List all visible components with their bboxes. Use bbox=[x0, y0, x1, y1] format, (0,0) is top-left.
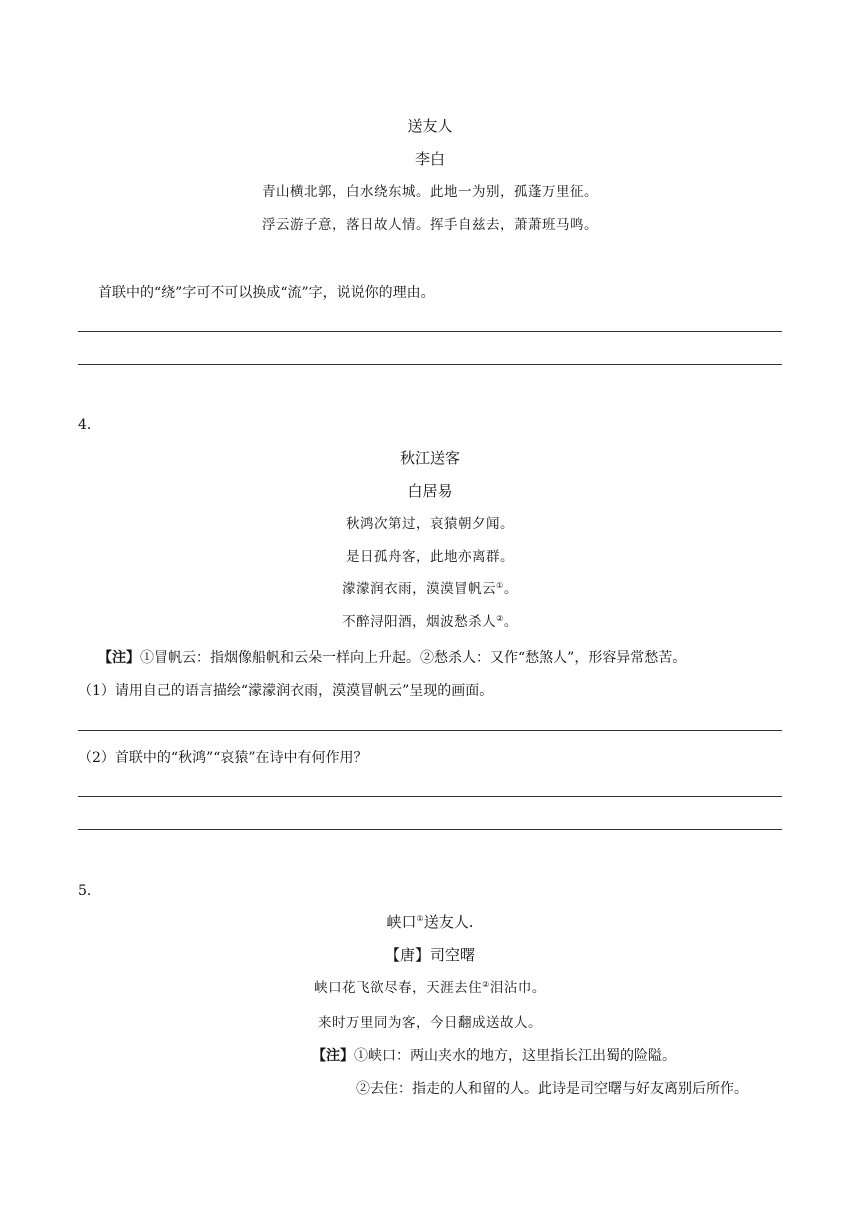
answer-line bbox=[78, 796, 782, 797]
note bbox=[98, 649, 686, 667]
question-text: （2）首联中的“秋鸿”“哀猿”在诗中有何作用？ bbox=[78, 750, 368, 766]
answer-line bbox=[78, 730, 782, 731]
question-number: 4． bbox=[78, 417, 101, 433]
punctuation: 。 bbox=[503, 581, 518, 597]
note-text: ①峡口：两山夹水的地方，这里指长江出蜀的险隘。 bbox=[354, 1048, 676, 1064]
answer-line bbox=[78, 364, 782, 365]
poem-line bbox=[0, 580, 860, 598]
note-text: ②去住：指走的人和留的人。此诗是司空曙与好友离别后所作。 bbox=[356, 1081, 748, 1097]
poem-line: 来时万里同为客，今日翻成送故人。 bbox=[318, 1015, 542, 1031]
poem-line-text: 濛濛润衣雨，漠漠冒帆云 bbox=[342, 581, 497, 597]
note bbox=[312, 1047, 676, 1065]
poem-line: 秋鸿次第过，哀猿朝夕闻。 bbox=[346, 516, 514, 532]
poem-line bbox=[0, 979, 860, 997]
question-number: 5． bbox=[78, 883, 101, 899]
poem-line: 青山横北郭，白水绕东城。此地一为别，孤蓬万里征。 bbox=[262, 184, 598, 200]
poem-author: 白居易 bbox=[407, 482, 453, 500]
question-text: （1）请用自己的语言描绘“濛濛润衣雨，漠漠冒帆云”呈现的画面。 bbox=[78, 683, 494, 699]
poem-line bbox=[0, 613, 860, 631]
footnote-mark: ① bbox=[416, 914, 424, 923]
poem-title bbox=[0, 913, 860, 931]
note-label: 【注】 bbox=[98, 650, 140, 666]
footnote-mark: ② bbox=[482, 980, 490, 989]
poem-author: 李白 bbox=[414, 150, 445, 168]
question-text: 首联中的“绕”字可不可以换成“流”字，说说你的理由。 bbox=[98, 285, 435, 301]
note-label: 【注】 bbox=[312, 1048, 354, 1064]
poem-line-text: 泪沾巾。 bbox=[489, 980, 546, 996]
poem-line: 浮云游子意，落日故人情。挥手自兹去，萧萧班马鸣。 bbox=[262, 217, 598, 233]
poem-line: 是日孤舟客，此地亦离群。 bbox=[346, 549, 514, 565]
poem-title-part: 峡口 bbox=[386, 913, 417, 931]
footnote-mark: ② bbox=[496, 614, 504, 623]
answer-line bbox=[78, 829, 782, 830]
answer-line bbox=[78, 331, 782, 332]
poem-author: 【唐】司空曙 bbox=[384, 946, 475, 964]
note-text: ①冒帆云：指烟像船帆和云朵一样向上升起。②愁杀人：又作“愁煞人”，形容异常愁苦。 bbox=[140, 650, 687, 666]
poem-title: 秋江送客 bbox=[399, 449, 460, 467]
poem-line-text: 峡口花飞欲尽春，天涯去住 bbox=[314, 980, 483, 996]
punctuation: 。 bbox=[503, 614, 518, 630]
poem-line-text: 不醉浔阳酒，烟波愁杀人 bbox=[342, 614, 497, 630]
poem-title: 送友人 bbox=[407, 117, 453, 135]
footnote-mark: ① bbox=[496, 581, 504, 590]
poem-title-part: 送友人. bbox=[423, 913, 474, 931]
